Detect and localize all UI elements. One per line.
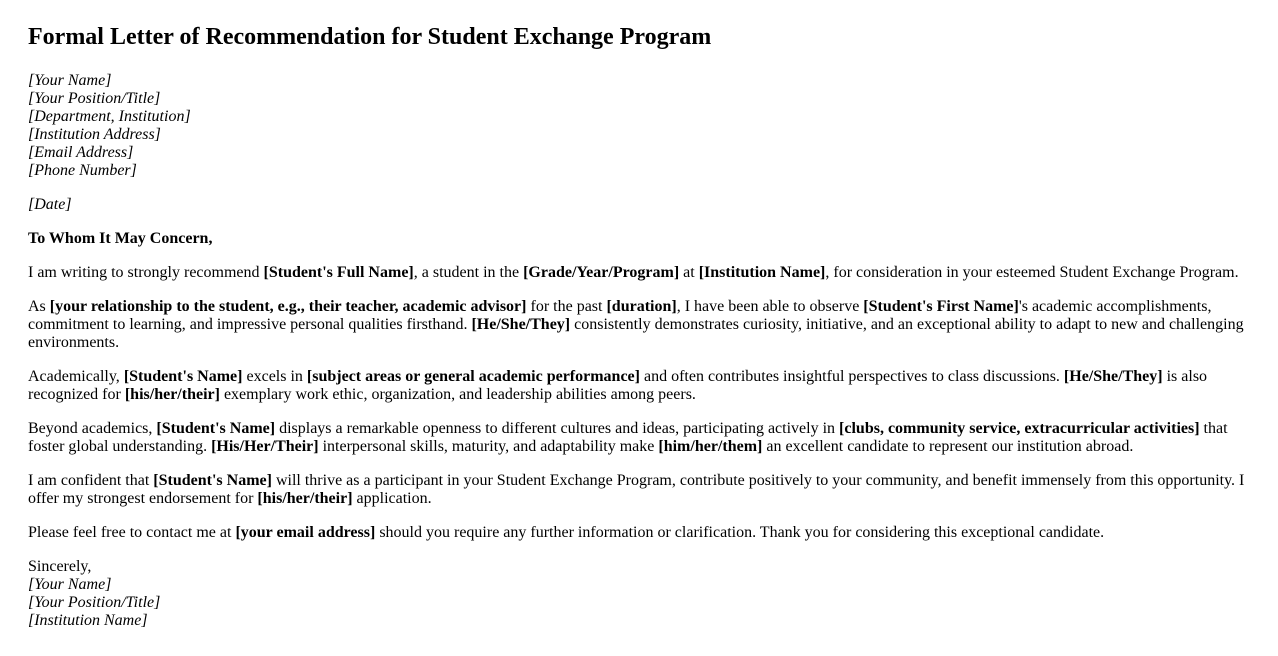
text-run: an excellent candidate to represent our institution abroad.	[762, 438, 1134, 455]
text-run: exemplary work ethic, organization, and leadership abilities among peers.	[219, 386, 696, 403]
text-run: , for consideration in your esteemed Student Exchange Program.	[825, 264, 1239, 281]
placeholder-bold: [him/her/them]	[658, 438, 763, 455]
placeholder-bold: [His/Her/Their]	[211, 438, 319, 455]
text-run: should you require any further information or clarification. Thank you for considering this exceptional candidate.	[375, 524, 1105, 541]
closing-block	[28, 558, 1250, 630]
text-run: , a student in the	[413, 264, 524, 281]
text-run: Please feel free to contact me at	[28, 524, 236, 541]
text-run: Beyond academics,	[28, 420, 157, 437]
placeholder-bold: [Student's Name]	[156, 420, 276, 437]
closing-word: Sincerely,	[28, 558, 92, 575]
text-run: will thrive as a participant in your Student Exchange Program, contribute positively to your community, and benefit immensely from this opportunity. I offer my strongest endorsement for	[28, 472, 1245, 507]
text-run: at	[679, 264, 699, 281]
placeholder-bold: [Institution Name]	[698, 264, 826, 281]
text-run: As	[28, 298, 50, 315]
signature-line: [Your Position/Title]	[28, 594, 161, 611]
sender-line: [Department, Institution]	[28, 108, 191, 125]
body-paragraph-endorsement	[28, 472, 1250, 508]
placeholder-bold: [Student's Full Name]	[263, 264, 414, 281]
placeholder-bold: [Student's Name]	[123, 368, 243, 385]
sender-line: [Your Name]	[28, 72, 112, 89]
signature-line: [Your Name]	[28, 576, 112, 593]
letter-title: Formal Letter of Recommendation for Student Exchange Program	[28, 24, 712, 50]
sender-line: [Email Address]	[28, 144, 134, 161]
body-paragraph-contact	[28, 524, 1250, 542]
signature-line: [Institution Name]	[28, 612, 148, 629]
body-paragraph-recommendation	[28, 264, 1250, 282]
placeholder-bold: [duration]	[606, 298, 677, 315]
placeholder-bold: [Student's Name]	[153, 472, 272, 489]
sender-line: [Phone Number]	[28, 162, 137, 179]
text-run: , I have been able to observe	[676, 298, 864, 315]
text-run: I am writing to strongly recommend	[28, 264, 264, 281]
placeholder-bold: [clubs, community service, extracurricular activities]	[839, 420, 1200, 437]
text-run: consistently demonstrates curiosity, initiative, and an exceptional ability to adapt to new and challenging environments.	[28, 316, 1244, 351]
placeholder-bold: [subject areas or general academic performance]	[306, 368, 640, 385]
sender-line: [Institution Address]	[28, 126, 161, 143]
text-run: application.	[352, 490, 432, 507]
placeholder-bold: [his/her/their]	[257, 490, 353, 507]
sender-line: [Your Position/Title]	[28, 90, 161, 107]
placeholder-bold: [He/She/They]	[471, 316, 571, 333]
body-paragraph-academics	[28, 368, 1250, 404]
placeholder-bold: [his/her/their]	[124, 386, 220, 403]
body-paragraph-relationship	[28, 298, 1250, 352]
text-run: excels in	[242, 368, 307, 385]
sender-block	[28, 72, 1250, 180]
body-paragraph-beyond-academics	[28, 420, 1250, 456]
placeholder-bold: [your relationship to the student, e.g., their teacher, academic advisor]	[49, 298, 527, 315]
signature-block	[28, 576, 160, 629]
placeholder-bold: [He/She/They]	[1063, 368, 1163, 385]
text-run: I am confident that	[28, 472, 154, 489]
text-run: is also recognized for	[28, 368, 1208, 403]
text-run: interpersonal skills, maturity, and adaptability make	[318, 438, 659, 455]
text-run: and often contributes insightful perspectives to class discussions.	[639, 368, 1064, 385]
text-run: for the past	[526, 298, 607, 315]
salutation: To Whom It May Concern,	[28, 230, 213, 247]
text-run: Academically,	[28, 368, 124, 385]
text-run: that foster global understanding.	[28, 420, 1228, 455]
placeholder-bold: [Grade/Year/Program]	[523, 264, 680, 281]
placeholder-bold: [your email address]	[235, 524, 376, 541]
date-line: [Date]	[28, 196, 72, 213]
text-run: 's academic accomplishments, commitment to learning, and impressive personal qualities firsthand.	[28, 298, 1212, 333]
text-run: displays a remarkable openness to different cultures and ideas, participating actively in	[275, 420, 840, 437]
placeholder-bold: [Student's First Name]	[863, 298, 1019, 315]
